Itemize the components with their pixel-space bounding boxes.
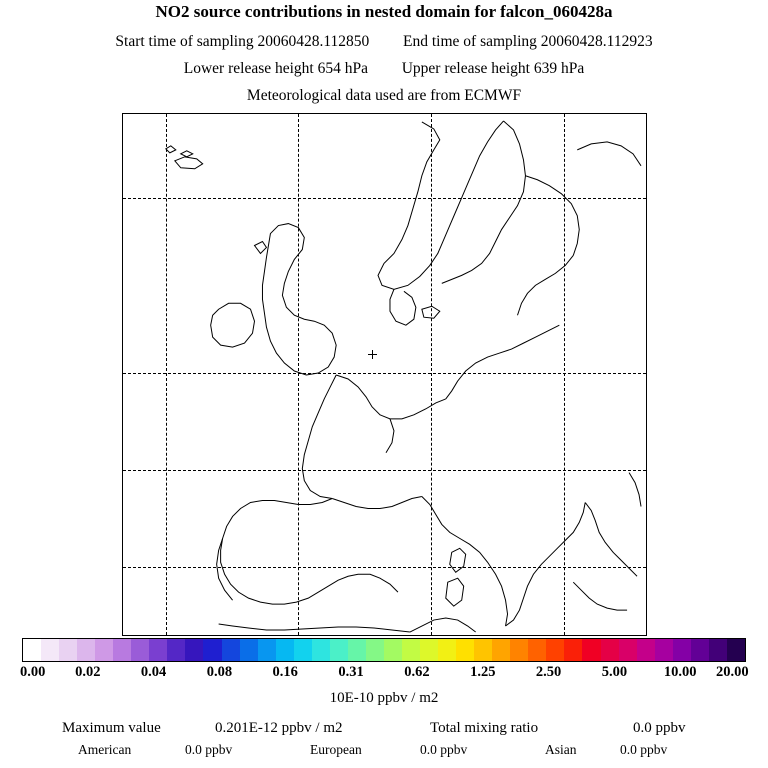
colorbar-swatch bbox=[222, 639, 240, 661]
colorbar-swatch bbox=[528, 639, 546, 661]
upper-height-label: Upper release height bbox=[401, 60, 530, 77]
colorbar-swatch bbox=[727, 639, 745, 661]
colorbar-tick-label: 0.08 bbox=[206, 664, 233, 680]
page-title: NO2 source contributions in nested domain for falcon_060428a bbox=[155, 2, 613, 21]
colorbar-tick-label: 2.50 bbox=[535, 664, 562, 680]
colorbar-swatch bbox=[637, 639, 655, 661]
colorbar-swatch bbox=[546, 639, 564, 661]
asian-value: 0.0 ppbv bbox=[620, 742, 668, 757]
colorbar-swatch bbox=[438, 639, 456, 661]
european-value: 0.0 ppbv bbox=[420, 742, 468, 757]
colorbar-tick-label: 0.62 bbox=[404, 664, 430, 680]
release-height-line bbox=[0, 60, 768, 78]
colorbar-swatch bbox=[59, 639, 77, 661]
colorbar-tick-label: 0.16 bbox=[272, 664, 298, 680]
colorbar-swatch bbox=[23, 639, 41, 661]
colorbar-swatch bbox=[619, 639, 637, 661]
colorbar-swatch bbox=[330, 639, 348, 661]
coastline-overlay bbox=[123, 114, 646, 635]
colorbar-swatch bbox=[492, 639, 510, 661]
colorbar-tick-label: 5.00 bbox=[601, 664, 628, 680]
colorbar-swatch bbox=[131, 639, 149, 661]
colorbar-tick-label: 20.00 bbox=[715, 664, 749, 680]
total-mixing-label: Total mixing ratio bbox=[430, 720, 539, 736]
colorbar-swatch bbox=[258, 639, 276, 661]
footer-row-regions bbox=[0, 742, 768, 762]
colorbar-swatch bbox=[77, 639, 95, 661]
start-time-value: 20060428.112850 bbox=[257, 33, 370, 50]
colorbar-swatch bbox=[601, 639, 619, 661]
colorbar-tick-label: 0.04 bbox=[140, 664, 167, 680]
colorbar-swatch bbox=[312, 639, 330, 661]
lower-height-value: 654 hPa bbox=[317, 60, 368, 77]
max-value-value: 0.201E-12 ppbv / m2 bbox=[215, 720, 343, 736]
max-value-label: Maximum value bbox=[62, 720, 161, 736]
meteorological-data-line: Meteorological data used are from ECMWF bbox=[246, 87, 522, 104]
colorbar-tick-label: 0.02 bbox=[75, 664, 101, 680]
colorbar-swatch bbox=[95, 639, 113, 661]
colorbar-swatch bbox=[709, 639, 727, 661]
colorbar-swatch bbox=[402, 639, 420, 661]
colorbar-tick-label: 0.31 bbox=[338, 664, 364, 680]
footer bbox=[0, 720, 768, 762]
american-value: 0.0 ppbv bbox=[185, 742, 233, 757]
colorbar-swatch bbox=[366, 639, 384, 661]
colorbar-swatch bbox=[510, 639, 528, 661]
colorbar-swatch bbox=[113, 639, 131, 661]
colorbar-swatch bbox=[474, 639, 492, 661]
colorbar-swatch bbox=[348, 639, 366, 661]
colorbar-swatch bbox=[655, 639, 673, 661]
colorbar-swatch bbox=[167, 639, 185, 661]
release-site-marker bbox=[368, 350, 377, 359]
footer-row-max bbox=[0, 720, 768, 742]
european-label: European bbox=[310, 742, 362, 757]
colorbar-swatch bbox=[564, 639, 582, 661]
colorbar-tick-label: 1.25 bbox=[470, 664, 496, 680]
american-label: American bbox=[78, 742, 132, 757]
colorbar-swatch bbox=[149, 639, 167, 661]
colorbar-swatch bbox=[240, 639, 258, 661]
colorbar-swatch bbox=[276, 639, 294, 661]
colorbar-swatch bbox=[420, 639, 438, 661]
end-time-label: End time of sampling bbox=[403, 33, 537, 50]
colorbar bbox=[19, 638, 749, 680]
colorbar-tick-label: 0.00 bbox=[19, 664, 46, 680]
total-mixing-value: 0.0 ppbv bbox=[633, 720, 686, 736]
colorbar-swatch bbox=[582, 639, 600, 661]
asian-label: Asian bbox=[545, 742, 577, 757]
colorbar-swatch bbox=[185, 639, 203, 661]
colorbar-swatch bbox=[41, 639, 59, 661]
lower-height-label: Lower release height bbox=[183, 60, 314, 77]
colorbar-axis-label: 10E-10 ppbv / m2 bbox=[329, 690, 439, 706]
colorbar-gradient bbox=[22, 638, 746, 662]
map-panel bbox=[122, 113, 647, 636]
colorbar-tick-labels bbox=[19, 664, 749, 682]
colorbar-swatch bbox=[691, 639, 709, 661]
colorbar-swatch bbox=[384, 639, 402, 661]
colorbar-tick-label: 10.00 bbox=[663, 664, 697, 680]
colorbar-swatch bbox=[203, 639, 221, 661]
sampling-time-line bbox=[0, 33, 768, 51]
colorbar-swatch bbox=[294, 639, 312, 661]
upper-height-value: 639 hPa bbox=[533, 60, 585, 77]
end-time-value: 20060428.112923 bbox=[540, 33, 653, 50]
colorbar-swatch bbox=[673, 639, 691, 661]
colorbar-swatch bbox=[456, 639, 474, 661]
start-time-label: Start time of sampling bbox=[115, 33, 254, 50]
